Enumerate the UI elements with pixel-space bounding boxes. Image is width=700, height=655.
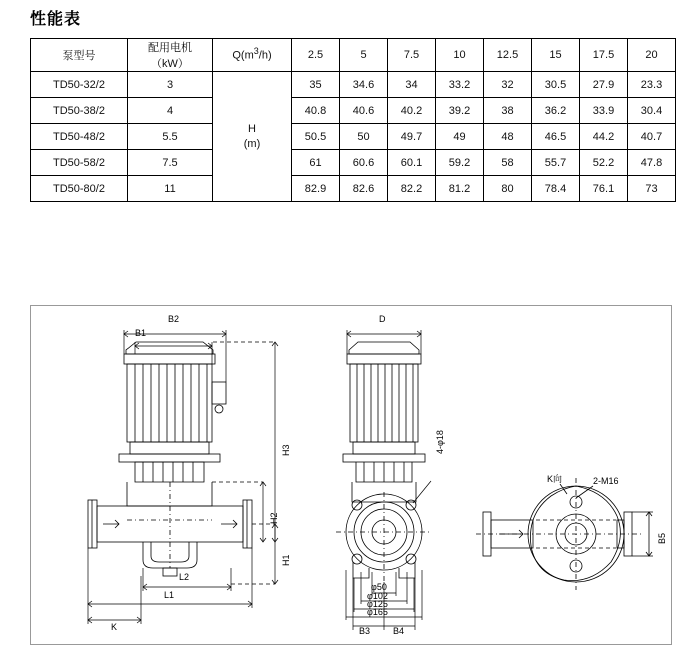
cell-head: 32: [484, 72, 532, 98]
label-b1: B1: [135, 328, 147, 338]
cell-head: 73: [628, 176, 676, 202]
head-unit: (m): [243, 137, 261, 150]
cell-head: 50.5: [292, 124, 340, 150]
cell-head: 49: [436, 124, 484, 150]
header-flow-12-5: 12.5: [484, 39, 532, 72]
cell-head: 33.2: [436, 72, 484, 98]
label-k: K: [111, 622, 118, 632]
label-h1: H1: [281, 554, 291, 566]
cell-head: 40.7: [628, 124, 676, 150]
cell-head: 40.8: [292, 98, 340, 124]
k-view-drawing: [476, 478, 653, 590]
cell-head: 36.2: [532, 98, 580, 124]
cell-head: 58: [484, 150, 532, 176]
cell-head: 27.9: [580, 72, 628, 98]
cell-head: 59.2: [436, 150, 484, 176]
table-row: [31, 98, 676, 124]
cell-head: 52.2: [580, 150, 628, 176]
label-b2: B2: [168, 314, 180, 324]
header-flow-2-5: 2.5: [292, 39, 340, 72]
cell-head: 46.5: [532, 124, 580, 150]
header-flow-10: 10: [436, 39, 484, 72]
side-view-drawing: [336, 342, 432, 582]
cell-head: 78.4: [532, 176, 580, 202]
header-flow-5: 5: [340, 39, 388, 72]
label-phi125: φ125: [367, 599, 388, 609]
cell-head: 81.2: [436, 176, 484, 202]
cell-head: 47.8: [628, 150, 676, 176]
cell-head: 30.4: [628, 98, 676, 124]
cell-head: 82.2: [388, 176, 436, 202]
cell-power: 5.5: [128, 124, 213, 150]
cell-head: 39.2: [436, 98, 484, 124]
cell-head: 40.2: [388, 98, 436, 124]
cell-head: 38: [484, 98, 532, 124]
header-flow-17-5: 17.5: [580, 39, 628, 72]
cell-head: 49.7: [388, 124, 436, 150]
header-power-line1: 配用电机: [148, 42, 192, 54]
header-flow: $Q(m^3/h)$: [213, 39, 292, 72]
table-row: [31, 72, 676, 98]
cell-model: TD50-32/2: [31, 72, 128, 98]
cell-head: 82.6: [340, 176, 388, 202]
cell-head: 60.6: [340, 150, 388, 176]
cell-model: TD50-48/2: [31, 124, 128, 150]
cell-head: 33.9: [580, 98, 628, 124]
cell-head: 48: [484, 124, 532, 150]
header-head: [213, 72, 292, 202]
cell-head: 50: [340, 124, 388, 150]
header-model: 泵型号: [31, 39, 128, 72]
label-k-view: K向: [547, 474, 563, 484]
header-flow-20: 20: [628, 39, 676, 72]
label-b5: B5: [657, 532, 667, 544]
cell-head: 55.7: [532, 150, 580, 176]
cell-head: 30.5: [532, 72, 580, 98]
cell-model: TD50-38/2: [31, 98, 128, 124]
label-l2: L2: [179, 572, 190, 582]
label-phi102: φ102: [367, 591, 388, 601]
cell-head: 34: [388, 72, 436, 98]
performance-table: [30, 38, 676, 202]
cell-head: 76.1: [580, 176, 628, 202]
label-phi165: φ165: [367, 607, 388, 617]
label-h3: H3: [281, 444, 291, 456]
cell-power: 7.5: [128, 150, 213, 176]
table-row: [31, 150, 676, 176]
front-view-drawing: [88, 342, 252, 576]
header-power-line2: （kW）: [151, 58, 189, 70]
cell-power: 3: [128, 72, 213, 98]
label-phi50: φ50: [371, 582, 387, 592]
cell-head: 80: [484, 176, 532, 202]
pump-dimension-drawing: [31, 306, 669, 642]
cell-head: 44.2: [580, 124, 628, 150]
dimension-drawing-panel: [30, 305, 672, 645]
label-l1: L1: [164, 590, 175, 600]
cell-head: 34.6: [340, 72, 388, 98]
cell-power: 11: [128, 176, 213, 202]
cell-head: 23.3: [628, 72, 676, 98]
cell-head: 35: [292, 72, 340, 98]
table-row: [31, 124, 676, 150]
header-power: [128, 39, 213, 72]
table-row: [31, 176, 676, 202]
cell-power: 4: [128, 98, 213, 124]
label-d: D: [379, 314, 386, 324]
label-h2: H2: [269, 512, 279, 524]
table-header-row: [31, 39, 676, 72]
head-symbol: H: [248, 122, 256, 135]
cell-model: TD50-80/2: [31, 176, 128, 202]
label-b4: B4: [393, 626, 405, 636]
header-flow-15: 15: [532, 39, 580, 72]
label-b3: B3: [359, 626, 371, 636]
flow-unit-exponent: 3: [253, 46, 259, 57]
cell-head: 82.9: [292, 176, 340, 202]
label-2-m16: 2-M16: [593, 476, 619, 486]
cell-head: 61: [292, 150, 340, 176]
header-flow-7-5: 7.5: [388, 39, 436, 72]
page-title: 性能表: [30, 11, 82, 28]
cell-head: 60.1: [388, 150, 436, 176]
label-4-phi18: 4-φ18: [435, 430, 445, 454]
cell-head: 40.6: [340, 98, 388, 124]
cell-model: TD50-58/2: [31, 150, 128, 176]
